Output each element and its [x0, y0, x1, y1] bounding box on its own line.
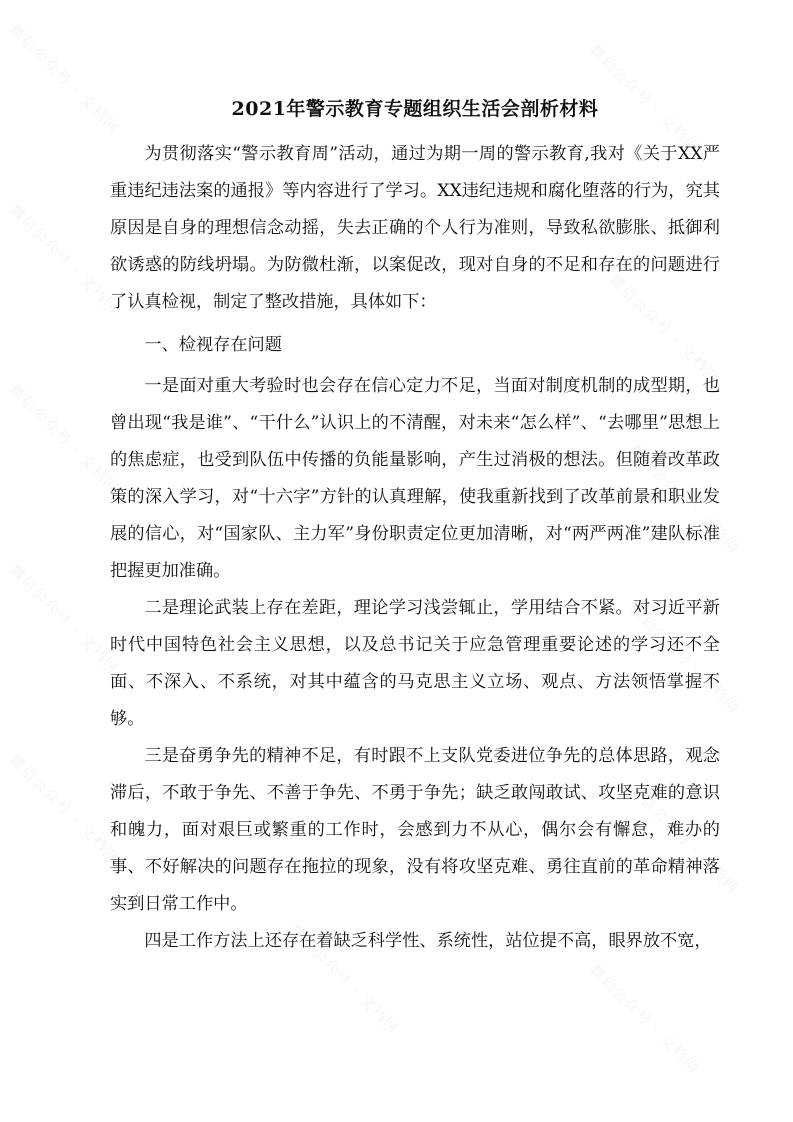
watermark-text: 微信公众号 · 文档网	[286, 922, 403, 1038]
body-paragraph: 一是面对重大考验时也会存在信心定力不足，当面对制度机制的成型期，也曾出现“我是谁”、“干什么”认识上的不清醒，对未来“怎么样”、“去哪里”思想上的焦虑症，也受到队伍中传播的负能量影响，产生过消极的想法。但随着改革政策的深入学习，对“十六字”方针的认真理解，使我重新找到了改革前景和职业发展的信心，对“国家队、主力军”身份职责定位更加清晰，对“两严两准”建队标准把握更加准确。	[110, 376, 720, 581]
body-paragraph: 三是奋勇争先的精神不足，有时跟不上支队党委进位争先的总体思路，观念滞后，不敢于争先、不善于争先、不勇于争先；缺乏敢闯敢试、攻坚克难的意识和魄力，面对艰巨或繁重的工作时，会感到力不从心，偶尔会有懈怠，难办的事、不好解决的问题存在拖拉的现象，没有将攻坚克难、勇往直前的革命精神落实到日常工作中。	[110, 746, 720, 914]
watermark-text: 微信公众号 · 文档网	[626, 442, 743, 558]
watermark-text: 微信公众号 · 文档网	[6, 562, 123, 678]
watermark-text: 微信公众号 · 文档网	[6, 752, 123, 868]
section-heading: 一、检视存在问题	[144, 335, 282, 355]
document-body	[110, 96, 720, 960]
watermark-text: 微信公众号 · 文档网	[626, 782, 743, 898]
body-paragraph: 二是理论武装上存在差距，理论学习浅尝辄止，学用结合不紧。对习近平新时代中国特色社会主义思想，以及总书记关于应急管理重要论述的学习还不全面、不深入、不系统，对其中蕴含的马克思主义立场、观点、方法领悟掌握不够。	[110, 598, 720, 729]
intro-paragraph: 为贯彻落实“警示教育周”活动，通过为期一周的警示教育,我对《关于XX严重违纪违法案的通报》等内容进行了学习。XX违纪违规和腐化堕落的行为，究其原因是自身的理想信念动摇，失去正确的个人行为准则，导致私欲膨胀、抵御利欲诱惑的防线坍塌。为防微杜渐，以案促改，现对自身的不足和存在的问题进行了认真检视，制定了整改措施，具体如下：	[110, 144, 720, 312]
watermark-text: 微信公众号 · 文档网	[6, 22, 123, 138]
watermark-text: 微信公众号 · 文档网	[586, 42, 703, 158]
document-title: 2021年警示教育专题组织生活会剖析材料	[231, 98, 599, 120]
watermark-text: 微信公众号 · 文档网	[6, 382, 123, 498]
watermark-text: 微信公众号 · 文档网	[586, 962, 703, 1078]
body-paragraph: 四是工作方法上还存在着缺乏科学性、系统性，站位提不高，眼界放不宽，	[144, 931, 712, 951]
watermark-text: 微信公众号 · 文档网	[6, 202, 123, 318]
watermark-text: 微信公众号 · 文档网	[606, 272, 723, 388]
watermark-text: 微信公众号 · 文档网	[626, 602, 743, 718]
